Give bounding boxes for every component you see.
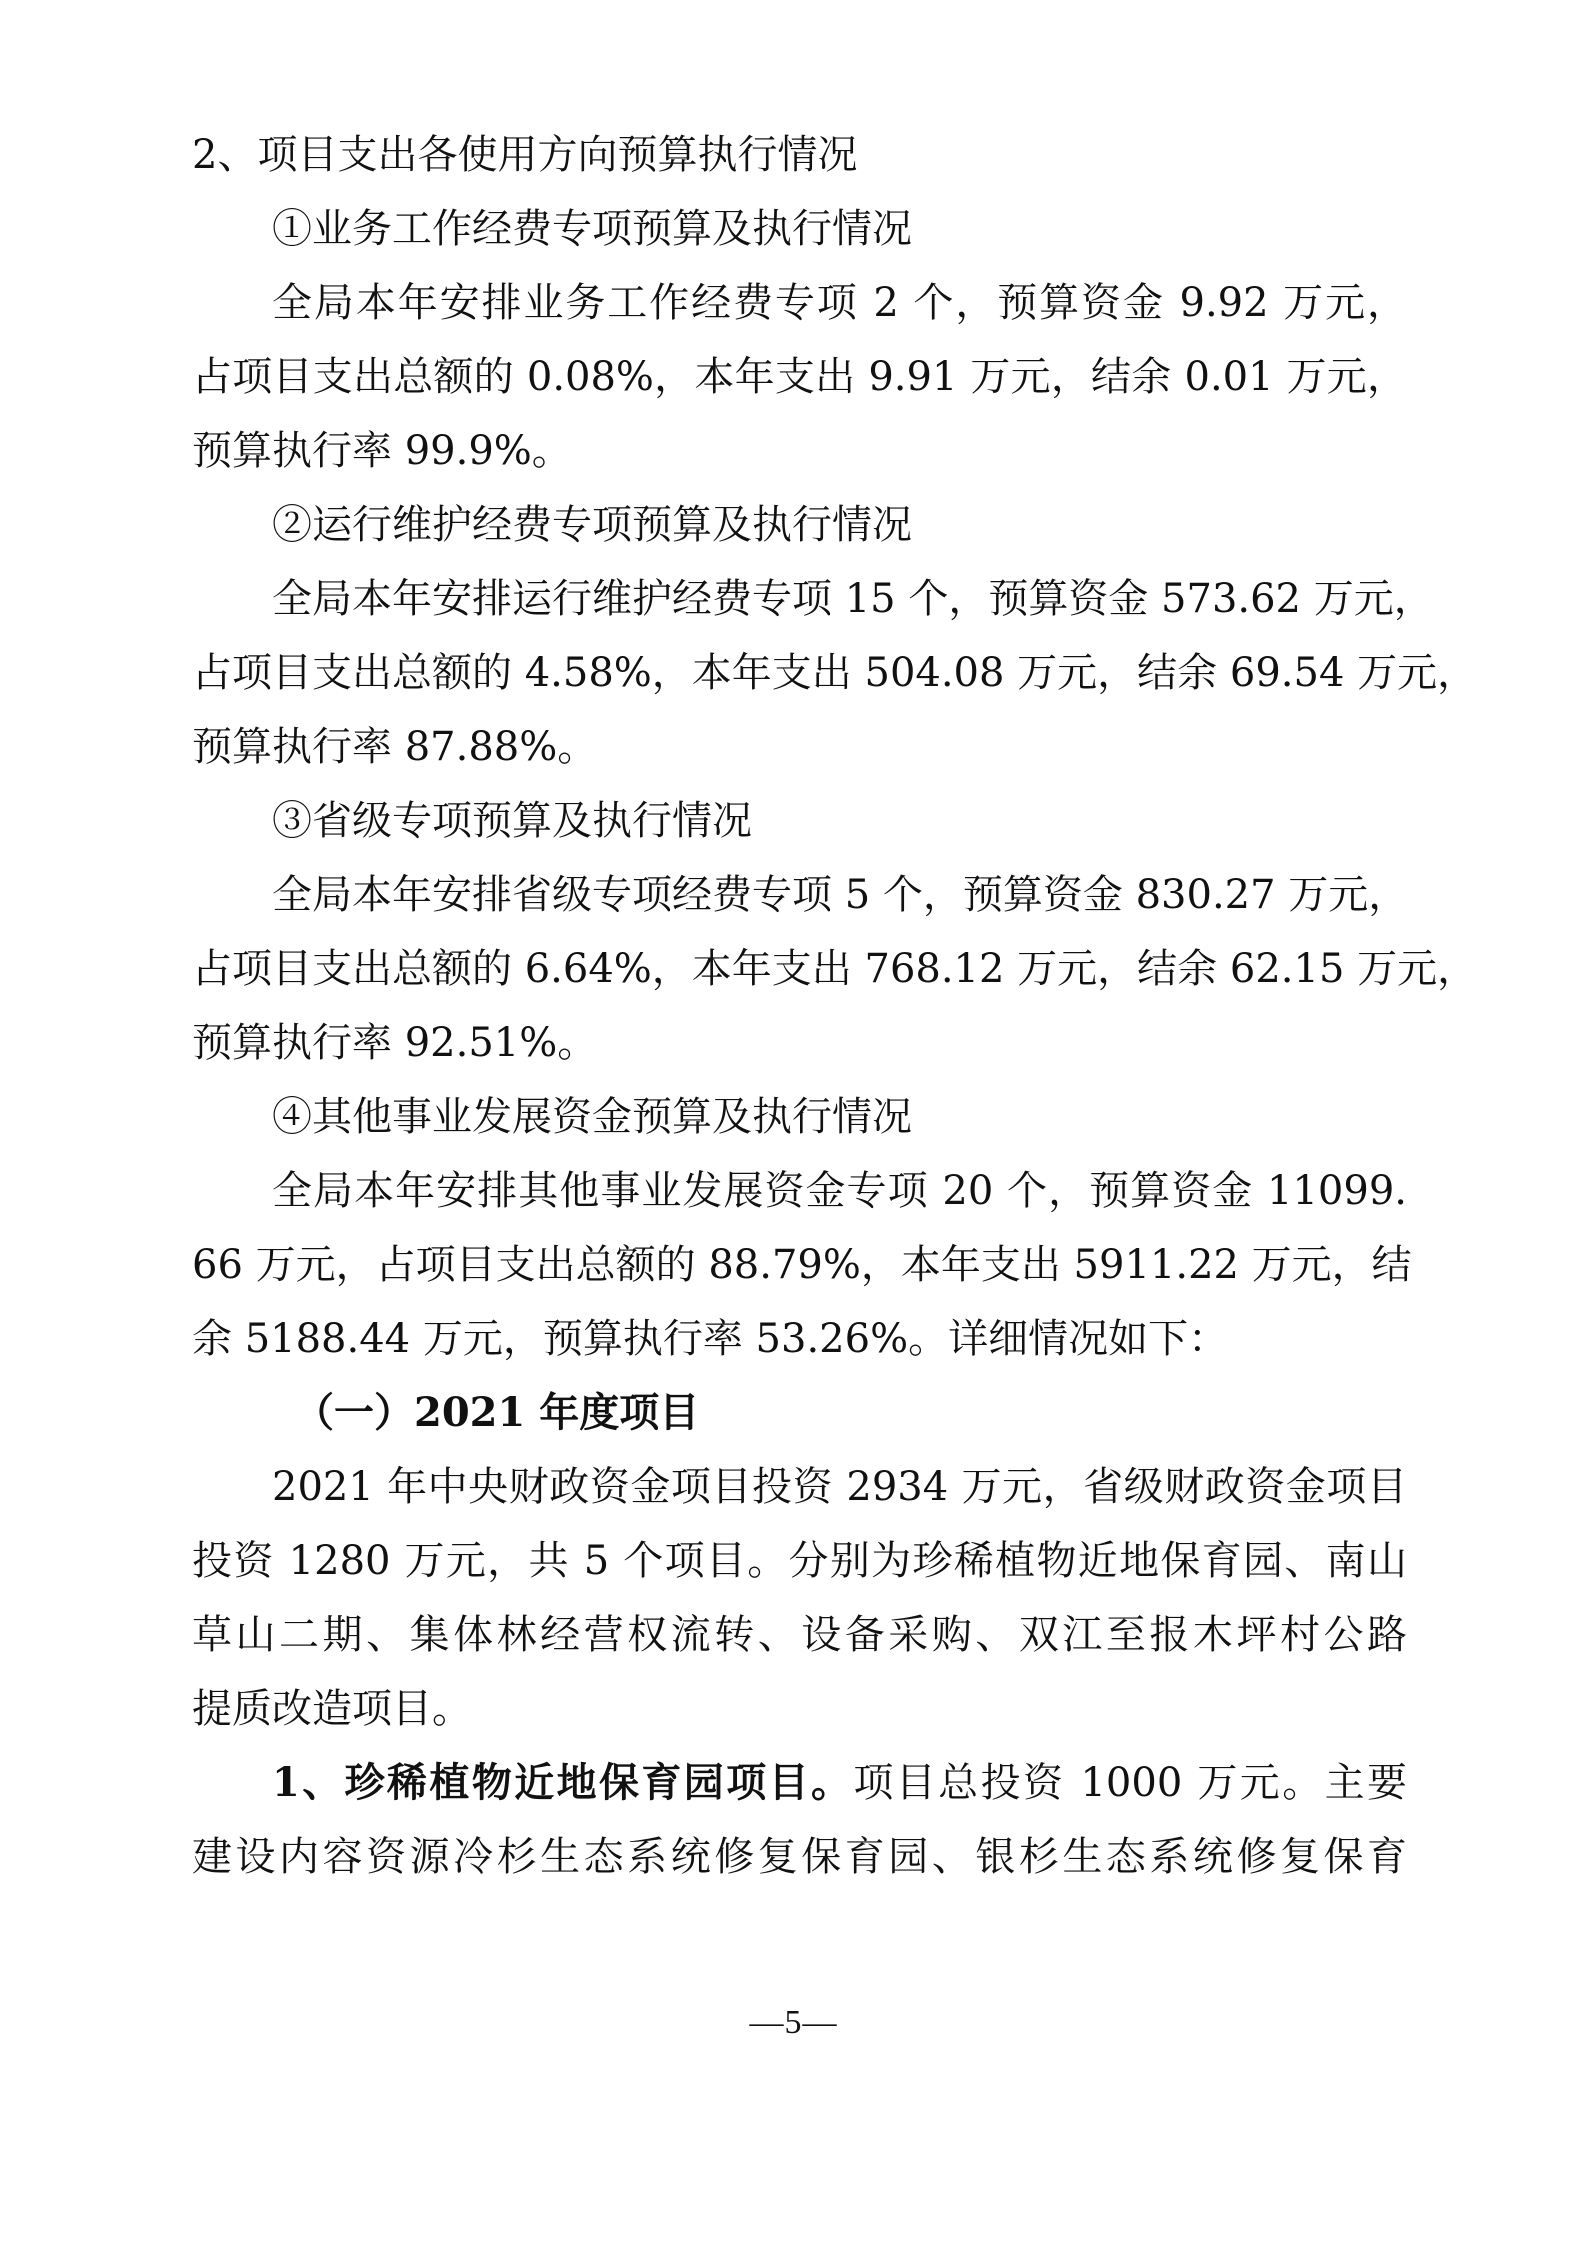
- item2-line-3: 预算执行率 87.88%。: [192, 724, 598, 770]
- item1-title: ①业务工作经费专项预算及执行情况: [272, 206, 912, 252]
- item2-line-2: 占项目支出总额的 4.58%，本年支出 504.08 万元，结余 69.54 万元，: [192, 650, 1478, 696]
- paragraph-2021-line-2: 投资 1280 万元，共 5 个项目。分别为珍稀植物近地保育园、南山: [192, 1538, 1407, 1584]
- item3-title: ③省级专项预算及执行情况: [272, 798, 752, 844]
- project1-line-2: 建设内容资源冷杉生态系统修复保育园、银杉生态系统修复保育: [192, 1834, 1407, 1880]
- item1-line-3: 预算执行率 99.9%。: [192, 428, 572, 474]
- item2-title: ②运行维护经费专项预算及执行情况: [272, 502, 912, 548]
- document-body: [192, 118, 1478, 1894]
- project1-line-1: [192, 1746, 1407, 1820]
- item1-line-1: 全局本年安排业务工作经费专项 2 个，预算资金 9.92 万元，: [272, 280, 1407, 326]
- item3-line-1: 全局本年安排省级专项经费专项 5 个，预算资金 830.27 万元，: [272, 872, 1409, 918]
- item3-line-3: 预算执行率 92.51%。: [192, 1020, 598, 1066]
- project1-bold-lead: 1、珍稀植物近地保育园项目。: [272, 1759, 854, 1806]
- project1-lead-rest: 项目总投资 1000 万元。主要: [853, 1760, 1407, 1806]
- paragraph-2021-line-4: 提质改造项目。: [192, 1686, 472, 1732]
- item4-title: ④其他事业发展资金预算及执行情况: [272, 1094, 912, 1140]
- item4-line-2: 66 万元，占项目支出总额的 88.79%，本年支出 5911.22 万元，结: [192, 1242, 1412, 1288]
- item2-line-1: 全局本年安排运行维护经费专项 15 个，预算资金 573.62 万元，: [272, 576, 1434, 622]
- paragraph-2021-line-1: 2021 年中央财政资金项目投资 2934 万元，省级财政资金项目: [272, 1464, 1407, 1510]
- section-heading: 2、项目支出各使用方向预算执行情况: [192, 132, 858, 178]
- item4-line-3: 余 5188.44 万元，预算执行率 53.26%。详细情况如下：: [192, 1316, 1229, 1362]
- item4-line-1: 全局本年安排其他事业发展资金专项 20 个，预算资金 11099.: [272, 1168, 1407, 1214]
- page-number: —5—: [749, 2004, 838, 2041]
- paragraph-2021-line-3: 草山二期、集体林经营权流转、设备采购、双江至报木坪村公路: [192, 1612, 1407, 1658]
- item3-line-2: 占项目支出总额的 6.64%，本年支出 768.12 万元，结余 62.15 万元，: [192, 946, 1478, 992]
- subsection-heading: （一）2021 年度项目: [294, 1389, 700, 1436]
- item1-line-2: 占项目支出总额的 0.08%，本年支出 9.91 万元，结余 0.01 万元，: [192, 354, 1407, 400]
